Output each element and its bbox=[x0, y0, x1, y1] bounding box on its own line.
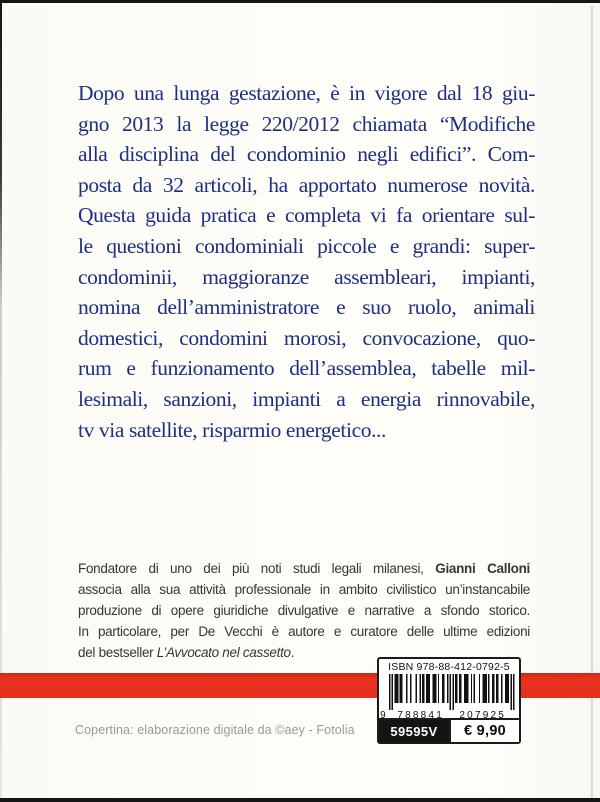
bio-line: produzione di opere giuridiche divulgative e narrative a sfondo storico. bbox=[78, 603, 530, 618]
blurb-line: lesimali, sanzioni, impianti a energia rinnovabile, bbox=[78, 386, 535, 411]
price-tag: € 9,90 bbox=[449, 720, 519, 742]
svg-text:9: 9 bbox=[380, 710, 388, 718]
blurb-line: rum e funzionamento dell’assemblea, tabelle mil- bbox=[78, 356, 535, 381]
bio-line: In particolare, per De Vecchi è autore e curatore delle ultime edizioni bbox=[78, 624, 530, 639]
blurb-text bbox=[78, 78, 535, 445]
blurb-line: domestici, condomini morosi, convocazione, quo- bbox=[78, 325, 535, 350]
bio-line: associa alla sua attività professionale in ambito civilistico un’instancabile bbox=[78, 582, 530, 597]
ean13-barcode bbox=[379, 674, 519, 718]
barcode-graphic bbox=[380, 674, 518, 718]
barcode-label bbox=[377, 657, 521, 744]
author-name: Gianni Calloni bbox=[435, 561, 530, 576]
bio-text: del bestseller bbox=[78, 645, 157, 660]
blurb-line: le questioni condominiali piccole e grandi: super- bbox=[78, 233, 535, 258]
scan-edge-bottom bbox=[0, 798, 600, 802]
scan-edge-top bbox=[0, 0, 600, 3]
blurb-line: nomina dell’amministratore e suo ruolo, animali bbox=[78, 295, 535, 320]
svg-text:207925: 207925 bbox=[459, 710, 507, 718]
blurb-line: Questa guida pratica e completa vi fa orientare sul- bbox=[78, 203, 535, 228]
cover-credit: Copertina: elaborazione digitale da ©aey - Fotolia bbox=[75, 723, 355, 737]
blurb-line: alla disciplina del condominio negli edifici”. Com- bbox=[78, 142, 535, 167]
product-code-badge: 59595V bbox=[379, 720, 449, 742]
isbn-text: ISBN 978-88-412-0792-5 bbox=[388, 661, 510, 673]
book-title-reference: L’Avvocato nel cassetto bbox=[156, 645, 291, 660]
bio-text: Fondatore di uno dei più noti studi legali milanesi, bbox=[78, 561, 436, 576]
blurb-line: condominii, maggioranze assembleari, impianti, bbox=[78, 264, 535, 289]
blurb-line: gno 2013 la legge 220/2012 chiamata “Modifiche bbox=[78, 111, 535, 136]
author-bio bbox=[78, 558, 530, 663]
svg-text:788841: 788841 bbox=[397, 710, 444, 718]
blurb-line: Dopo una lunga gestazione, è in vigore dal 18 giu- bbox=[78, 81, 535, 105]
blurb-line: tv via satellite, risparmio energetico... bbox=[78, 417, 386, 442]
bio-text: . bbox=[290, 645, 295, 660]
blurb-line: posta da 32 articoli, ha apportato numerose novità. bbox=[78, 172, 535, 197]
bio-line bbox=[78, 558, 530, 579]
label-bottom-row bbox=[379, 718, 519, 742]
